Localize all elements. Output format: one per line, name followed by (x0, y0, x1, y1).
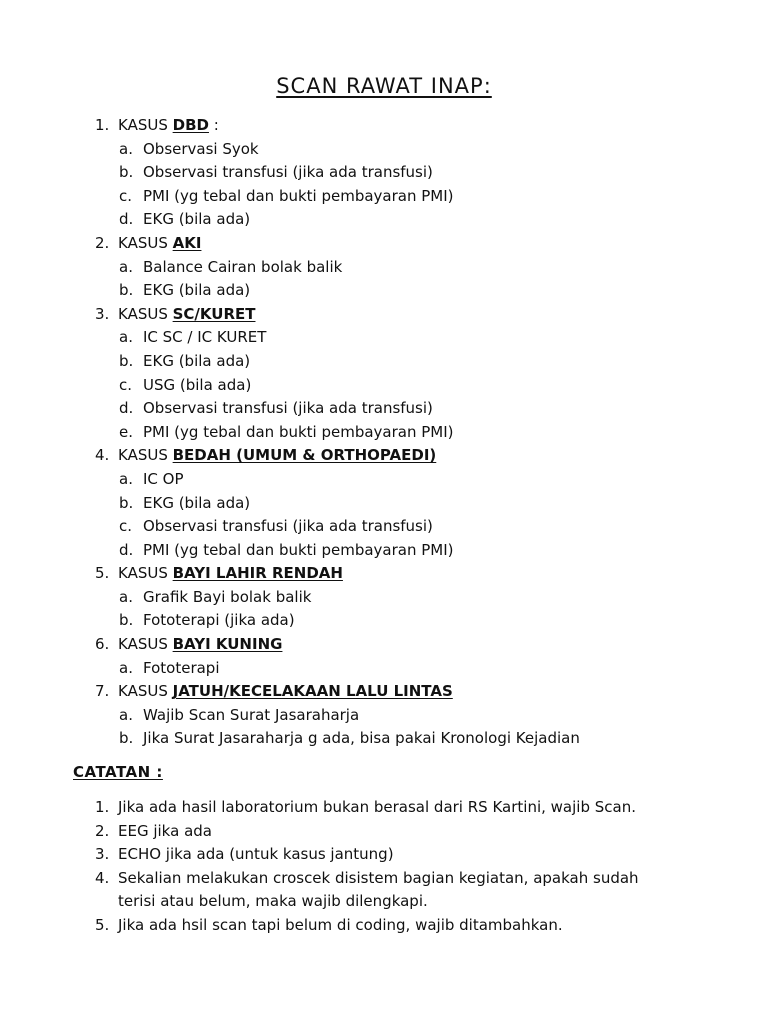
case-heading (95, 680, 580, 704)
case-sub-list (95, 468, 580, 562)
page-title: SCAN RAWAT INAP: (276, 74, 492, 98)
case-heading (95, 633, 580, 657)
case-prefix: KASUS (118, 116, 173, 134)
notes-heading: CATATAN : (73, 763, 163, 781)
sub-item-text: USG (bila ada) (143, 375, 252, 394)
sub-item-text: Observasi transfusi (jika ada transfusi) (143, 399, 433, 418)
case-name: BAYI LAHIR RENDAH (172, 564, 343, 583)
sub-item-letter: d. (119, 540, 134, 559)
note-item (95, 867, 678, 914)
case-sub-item (119, 539, 580, 563)
case-prefix: KASUS (118, 446, 173, 465)
note-text: Jika ada hasil laboratorium bukan berasal dari RS Kartini, wajib Scan. (118, 798, 636, 816)
case-sub-item (119, 586, 580, 610)
sub-item-letter: a. (119, 328, 133, 347)
note-text: EEG jika ada (118, 821, 212, 840)
case-name: BEDAH (UMUM & ORTHOPAEDI) (172, 446, 437, 465)
case-list (95, 114, 580, 751)
case-sub-list (95, 256, 580, 303)
sub-item-letter: c. (119, 375, 133, 394)
case-sub-item (119, 326, 580, 350)
sub-item-text: Wajib Scan Surat Jasaraharja (143, 705, 360, 724)
note-item (95, 796, 678, 820)
case-sub-list (95, 586, 580, 633)
case-sub-item (119, 515, 580, 539)
case-item (95, 303, 580, 445)
sub-item-letter: d. (119, 210, 134, 229)
case-item (95, 444, 580, 562)
sub-item-letter: a. (119, 139, 133, 158)
case-sub-list (95, 326, 580, 444)
sub-item-letter: a. (119, 257, 133, 276)
sub-item-text: EKG (bila ada) (143, 493, 251, 512)
case-name: AKI (172, 233, 202, 252)
note-item (95, 914, 678, 938)
case-sub-item (119, 208, 580, 232)
sub-item-letter: d. (119, 399, 134, 418)
case-prefix: KASUS (118, 635, 173, 654)
case-item (95, 562, 580, 633)
case-heading (95, 232, 580, 256)
sub-item-letter: c. (119, 517, 133, 536)
note-number: 3. (95, 845, 110, 864)
case-sub-item (119, 704, 580, 728)
sub-item-letter: b. (119, 493, 134, 512)
case-heading (95, 562, 580, 586)
case-item (95, 232, 580, 303)
case-sub-item (119, 279, 580, 303)
sub-item-text: Grafik Bayi bolak balik (143, 587, 312, 606)
case-number: 3. (95, 304, 110, 323)
notes-list (95, 796, 678, 938)
sub-item-text: Observasi transfusi (jika ada transfusi) (143, 163, 433, 182)
sub-item-text: EKG (bila ada) (143, 210, 251, 229)
sub-item-letter: b. (119, 611, 134, 630)
sub-item-letter: c. (119, 186, 133, 205)
sub-item-text: Observasi transfusi (jika ada transfusi) (143, 517, 433, 536)
sub-item-text: Fototerapi (143, 658, 220, 677)
sub-item-text: Jika Surat Jasaraharja g ada, bisa pakai Kronologi Kejadian (143, 729, 580, 748)
case-sub-list (95, 704, 580, 751)
case-sub-item (119, 727, 580, 751)
case-sub-item (119, 609, 580, 633)
case-sub-item (119, 138, 580, 162)
case-prefix: KASUS (118, 564, 173, 583)
case-item (95, 114, 580, 232)
case-number: 6. (95, 635, 110, 654)
case-sub-item (119, 468, 580, 492)
case-item (95, 633, 580, 680)
sub-item-text: Balance Cairan bolak balik (143, 257, 343, 276)
sub-item-text: Observasi Syok (143, 139, 259, 158)
case-prefix: KASUS (118, 233, 173, 252)
case-suffix: : (208, 116, 219, 134)
case-sub-item (119, 185, 580, 209)
case-name: BAYI KUNING (172, 635, 283, 654)
sub-item-letter: a. (119, 658, 133, 677)
case-sub-list (95, 138, 580, 232)
sub-item-letter: b. (119, 281, 134, 300)
note-text: ECHO jika ada (untuk kasus jantung) (118, 845, 394, 864)
note-text: Sekalian melakukan croscek disistem bagian kegiatan, apakah sudah terisi atau belum, maka wajib dilengkapi. (118, 868, 639, 911)
sub-item-text: EKG (bila ada) (143, 281, 251, 300)
case-number: 7. (95, 682, 110, 701)
case-sub-item (119, 397, 580, 421)
case-sub-list (95, 657, 580, 681)
note-number: 1. (95, 798, 110, 816)
sub-item-text: PMI (yg tebal dan bukti pembayaran PMI) (143, 186, 454, 205)
note-text: Jika ada hsil scan tapi belum di coding, wajib ditambahkan. (118, 915, 563, 934)
case-sub-item (119, 492, 580, 516)
sub-item-letter: b. (119, 163, 134, 182)
sub-item-text: IC OP (143, 469, 184, 488)
case-heading (95, 303, 580, 327)
note-number: 4. (95, 868, 110, 887)
sub-item-letter: e. (119, 422, 133, 441)
case-sub-item (119, 421, 580, 445)
case-sub-item (119, 374, 580, 398)
case-heading (95, 114, 580, 138)
sub-item-text: IC SC / IC KURET (143, 328, 267, 347)
note-item (95, 820, 678, 844)
case-sub-item (119, 350, 580, 374)
case-heading (95, 444, 580, 468)
case-number: 1. (95, 116, 110, 134)
sub-item-text: PMI (yg tebal dan bukti pembayaran PMI) (143, 422, 454, 441)
case-sub-item (119, 657, 580, 681)
case-name: SC/KURET (172, 304, 256, 323)
case-number: 2. (95, 233, 110, 252)
note-number: 2. (95, 821, 110, 840)
sub-item-letter: b. (119, 729, 134, 748)
sub-item-text: Fototerapi (jika ada) (143, 611, 295, 630)
sub-item-letter: a. (119, 587, 133, 606)
note-number: 5. (95, 915, 110, 934)
case-name: DBD (172, 116, 209, 134)
case-prefix: KASUS (118, 682, 173, 701)
sub-item-letter: a. (119, 705, 133, 724)
sub-item-letter: b. (119, 351, 134, 370)
case-name: JATUH/KECELAKAAN LALU LINTAS (172, 682, 453, 701)
case-number: 4. (95, 446, 110, 465)
case-sub-item (119, 161, 580, 185)
case-prefix: KASUS (118, 304, 173, 323)
case-number: 5. (95, 564, 110, 583)
note-item (95, 843, 678, 867)
case-item (95, 680, 580, 751)
sub-item-letter: a. (119, 469, 133, 488)
sub-item-text: EKG (bila ada) (143, 351, 251, 370)
sub-item-text: PMI (yg tebal dan bukti pembayaran PMI) (143, 540, 454, 559)
case-sub-item (119, 256, 580, 280)
